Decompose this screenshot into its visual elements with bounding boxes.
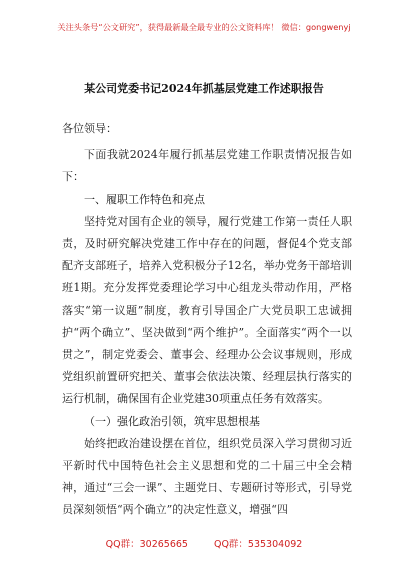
section-heading: 一、履职工作特色和亮点	[84, 192, 205, 206]
sub-heading: （一）强化政治引领，筑牢思想根基	[84, 414, 260, 428]
body-paragraph: 坚持党对国有企业的领导，履行党建工作第一责任人职责，及时研究解决党建工作中存在的问题，督促4个党支部配齐支部班子，培养入党积极分子12名，举办党务干部培训班1期。充分发挥党委理论学习中心组龙头带动作用，严格落实“第一议题”制度，教育引导国企广大党员职工忠诚拥护“两个确立”、坚决做到“两个维护”。全面落实“两个一以贯之”，制定党委会、董事会、经理办公会议事规则，形成党组织前置研究把关、董事会依法决策、经理层执行落实的运行机制，确保国有企业党建30项重点任务有效落实。	[62, 214, 352, 406]
salutation: 各位领导：	[62, 122, 117, 135]
document-body	[62, 118, 352, 522]
page-title: 某公司党委书记2024年抓基层党建工作述职报告	[84, 82, 324, 95]
intro-paragraph: 下面我就2024年履行抓基层党建工作职责情况报告如下：	[62, 148, 352, 184]
footer-qq-group-2: QQ群：535304092	[213, 539, 303, 550]
footer-contact	[0, 536, 408, 550]
body-paragraph: 始终把政治建设摆在首位，组织党员深入学习贯彻习近平新时代中国特色社会主义思想和党的二十届三中全会精神，通过“三会一课”、主题党日、专题研讨等形式，引导党员深刻领悟“两个确立”的决定性意义，增强“四	[62, 436, 352, 517]
footer-qq-group-1: QQ群：30265665	[105, 539, 188, 550]
header-banner: 关注头条号“公文研究”，获得最新最全最专业的公文资料库！ 微信：gongwenyj	[57, 22, 351, 32]
